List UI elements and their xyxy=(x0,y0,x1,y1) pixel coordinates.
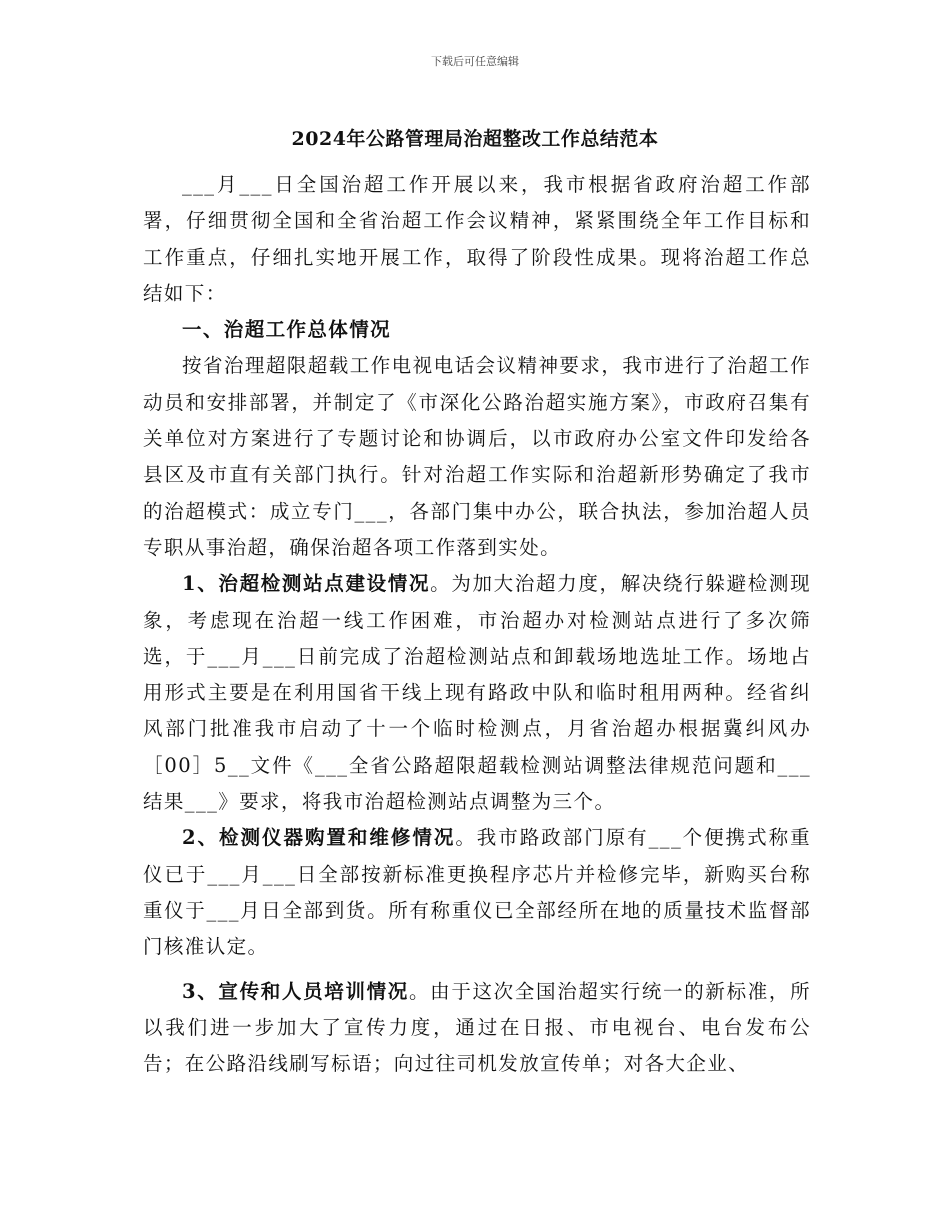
item-3-text: 。由于这次全国治超实行统一的新标准，所以我们进一步加大了宣传力度，通过在日报、市电视台、电台发布公告；在公路沿线刷写标语；向过往司机发放宣传单；对各大企业、 xyxy=(143,979,812,1076)
item-3-label: 3、宣传和人员培训情况 xyxy=(182,979,409,1003)
item-2-text: 。我市路政部门原有___个便携式称重仪已于___月___日全部按新标准更换程序芯片并检修完毕，新购买台称重仪于___月日全部到货。所有称重仪已全部经所在地的质量技术监督部门核准认定。 xyxy=(143,826,811,959)
document-body xyxy=(143,167,811,1082)
item-1-text: 。为加大治超力度，解决绕行躲避检测现象，考虑现在治超一线工作困难，市治超办对检测站点进行了多次筛选，于___月___日前完成了治超检测站点和卸载场地选址工作。场地占用形式主要是在利用国省干线上现有路政中队和临时租用两种。经省纠风部门批准我市启动了十一个临时检测点，月省治超办根据冀纠风办［00］5__文件《___全省公路超限超载检测站调整法律规范问题和___结果___》要求，将我市治超检测站点调整为三个。 xyxy=(143,572,812,814)
intro-paragraph: ___月___日全国治超工作开展以来，我市根据省政府治超工作部署，仔细贯彻全国和全省治超工作会议精神，紧紧围绕全年工作目标和工作重点，仔细扎实地开展工作，取得了阶段性成果。现将治超工作总结如下： xyxy=(143,173,811,305)
item-2-label: 2、检测仪器购置和维修情况 xyxy=(182,826,456,850)
item-1-paragraph xyxy=(143,566,811,820)
item-2-paragraph xyxy=(143,820,811,965)
page-header-note: 下载后可任意编辑 xyxy=(431,55,519,68)
section-1-heading: 一、治超工作总体情况 xyxy=(182,318,392,342)
item-3-paragraph xyxy=(143,974,811,1083)
section-1-paragraph: 按省治理超限超载工作电视电话会议精神要求，我市进行了治超工作动员和安排部署，并制定了《市深化公路治超实施方案》，市政府召集有关单位对方案进行了专题讨论和协调后，以市政府办公室文件印发给各县区及市直有关部门执行。针对治超工作实际和治超新形势确定了我市的治超模式：成立专门___，各部门集中办公，联合执法，参加治超人员专职从事治超，确保治超各项工作落到实处。 xyxy=(143,354,811,559)
item-1-label: 1、治超检测站点建设情况 xyxy=(182,572,431,596)
document-title: 2024年公路管理局治超整改工作总结范本 xyxy=(291,128,659,150)
